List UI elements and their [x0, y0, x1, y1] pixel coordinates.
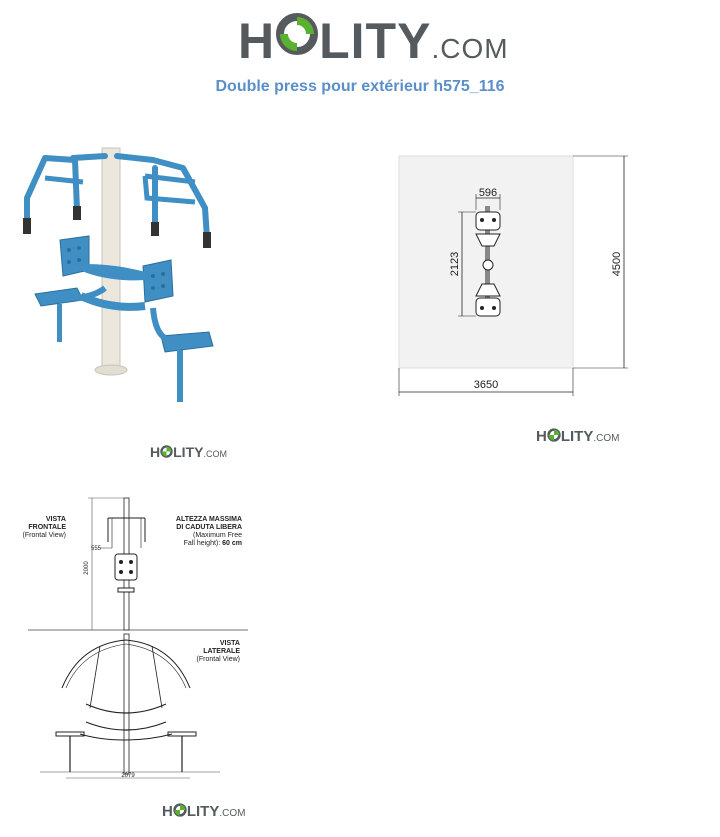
- small-logo-o-icon: [547, 429, 561, 441]
- elev-dim-arm: 555: [90, 546, 102, 552]
- plan-dim-width-outer: 3650: [473, 379, 499, 391]
- header-logo[interactable]: [238, 12, 509, 70]
- plan-dim-length-inner: 2123: [449, 251, 461, 277]
- small-logo-o-icon: [160, 446, 173, 457]
- small-logo-left: H: [162, 803, 173, 820]
- fall-height-line2: DI CADUTA LIBERA: [176, 524, 242, 531]
- plan-logo[interactable]: [536, 428, 619, 445]
- elev-dim-height: 2000: [84, 561, 90, 575]
- logo-brand-right: LITY: [319, 13, 432, 69]
- page-title: Double press pour extérieur h575_116: [215, 78, 505, 95]
- small-logo-right: LITY: [560, 428, 594, 445]
- logo-brand-left: H: [238, 13, 276, 69]
- small-logo-right: LITY: [173, 444, 204, 460]
- fall-height-label: [172, 516, 242, 548]
- small-logo-suffix: .COM: [219, 808, 246, 819]
- front-view-label: [22, 516, 66, 540]
- plan-dim-width-small: 596: [478, 187, 498, 199]
- render-logo[interactable]: [150, 444, 227, 460]
- small-logo-suffix: .COM: [203, 449, 227, 459]
- fall-height-line3: (Maximum Free: [192, 532, 242, 539]
- side-view-title: VISTA LATERALE: [203, 640, 240, 655]
- fall-height-line4: Fall height):: [183, 540, 221, 547]
- front-view-title: VISTA FRONTALE: [28, 516, 66, 531]
- logo-o-icon: [275, 18, 319, 58]
- fall-height-value: 60 cm: [222, 540, 242, 547]
- elevation-logo[interactable]: [162, 803, 245, 820]
- plan-drawing: [392, 150, 638, 400]
- small-logo-right: LITY: [186, 803, 220, 820]
- small-logo-left: H: [536, 428, 547, 445]
- plan-dim-length-outer: 4500: [611, 251, 623, 277]
- side-view-subtitle: (Frontal View): [196, 656, 240, 663]
- elev-dim-base-width: 2079: [121, 773, 135, 779]
- product-render: [5, 118, 237, 418]
- small-logo-o-icon: [173, 804, 187, 816]
- fall-height-line1: ALTEZZA MASSIMA: [175, 516, 242, 523]
- small-logo-left: H: [150, 444, 161, 460]
- side-view-label: [184, 640, 240, 664]
- small-logo-suffix: .COM: [593, 433, 620, 444]
- logo-suffix: .COM: [431, 33, 509, 64]
- front-view-subtitle: (Frontal View): [22, 532, 66, 539]
